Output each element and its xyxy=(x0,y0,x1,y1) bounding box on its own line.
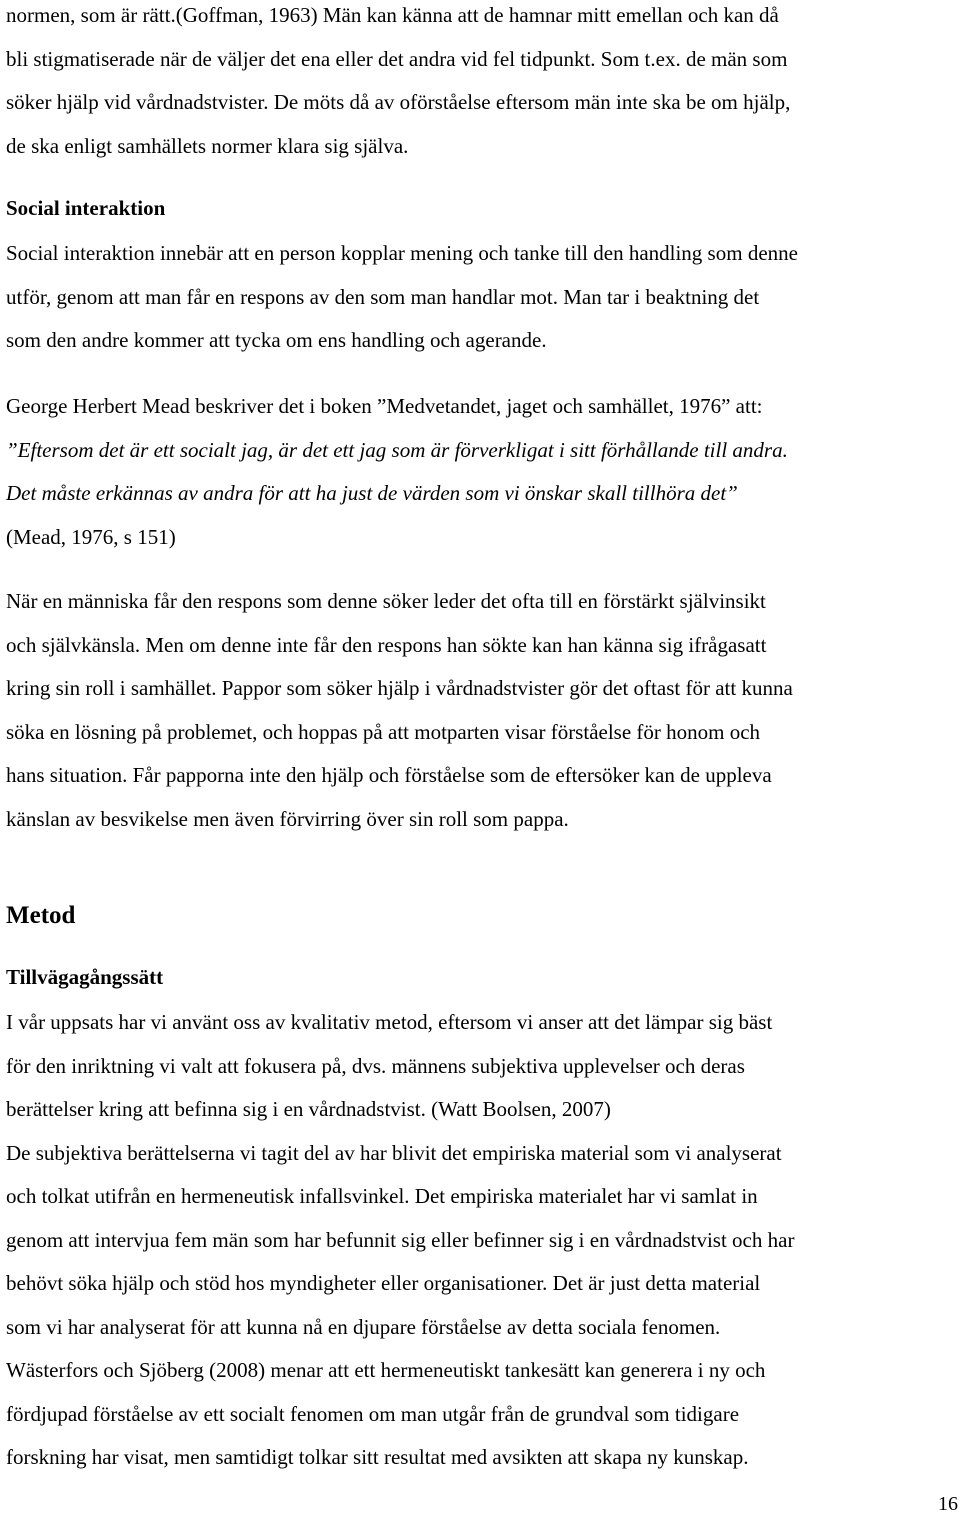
text-line: utför, genom att man får en respons av den som man handlar mot. Man tar i beaktning det xyxy=(6,284,760,309)
text-line: söka en lösning på problemet, och hoppas på att motparten visar förståelse för honom och xyxy=(6,719,761,744)
respons-paragraph xyxy=(6,580,956,841)
text-line: De subjektiva berättelserna vi tagit del av har blivit det empiriska material som vi analyserat xyxy=(6,1140,782,1165)
text-line: hans situation. Får papporna inte den hjälp och förståelse som de eftersöker kan de uppleva xyxy=(6,763,772,787)
tillvag-paragraph xyxy=(6,1001,956,1480)
text-line: genom att intervjua fem män som har befunnit sig eller befinner sig i en vårdnadstvist och har xyxy=(6,1227,795,1252)
text-line: som vi har analyserat för att kunna nå en djupare förståelse av detta sociala fenomen. xyxy=(6,1314,721,1339)
text-line: Social interaktion innebär att en person kopplar mening och tanke till den handling som denne xyxy=(6,241,798,265)
text-line: George Herbert Mead beskriver det i boken ”Medvetandet, jaget och samhället, 1976” att: xyxy=(6,394,763,418)
section-heading-social-interaktion: Social interaktion xyxy=(6,196,166,220)
text-line: berättelser kring att befinna sig i en vårdnadstvist. (Watt Boolsen, 2007) xyxy=(6,1097,611,1121)
section-heading-metod: Metod xyxy=(6,902,76,929)
text-line: som den andre kommer att tycka om ens handling och agerande. xyxy=(6,328,547,352)
text-line: När en människa får den respons som denne söker leder det ofta till en förstärkt självinsikt xyxy=(6,589,766,613)
text-line: fördjupad förståelse av ett socialt fenomen om man utgår från de grundval som tidigare xyxy=(6,1401,740,1426)
text-line: de ska enligt samhällets normer klara sig själva. xyxy=(6,133,409,158)
page-number: 16 xyxy=(938,1493,958,1515)
text-line: kring sin roll i samhället. Pappor som söker hjälp i vårdnadstvister gör det oftast för att kunna xyxy=(6,676,793,700)
quote-line: Det måste erkännas av andra för att ha just de värden som vi önskar skall tillhöra det” xyxy=(6,481,738,505)
text-line: för den inriktning vi valt att fokusera på, dvs. männens subjektiva upplevelser och deras xyxy=(6,1053,745,1078)
text-line: I vår uppsats har vi använt oss av kvalitativ metod, eftersom vi anser att det lämpar sig bäst xyxy=(6,1010,773,1034)
text-line: känslan av besvikelse men även förvirring över sin roll som pappa. xyxy=(6,806,569,831)
text-line: forskning har visat, men samtidigt tolkar sitt resultat med avsikten att skapa ny kunskap. xyxy=(6,1445,749,1469)
text-line: och tolkat utifrån en hermeneutisk infallsvinkel. Det empiriska materialet har vi samlat in xyxy=(6,1184,758,1208)
text-line: bli stigmatiserade när de väljer det ena eller det andra vid fel tidpunkt. Som t.ex. de män som xyxy=(6,46,788,71)
text-line: behövt söka hjälp och stöd hos myndigheter eller organisationer. Det är just detta material xyxy=(6,1271,761,1295)
section-heading-tillvagagangssatt: Tillvägagångssätt xyxy=(6,965,164,989)
mead-paragraph xyxy=(6,385,956,559)
text-line: normen, som är rätt.(Goffman, 1963) Män kan känna att de hamnar mitt emellan och kan då xyxy=(6,3,779,27)
quote-line: ”Eftersom det är ett socialt jag, är det ett jag som är förverkligat i sitt förhållande till andra. xyxy=(6,437,788,462)
intro-paragraph xyxy=(6,0,956,168)
text-line: Wästerfors och Sjöberg (2008) menar att ett hermeneutiskt tankesätt kan generera i ny och xyxy=(6,1358,766,1382)
citation: (Mead, 1976, s 151) xyxy=(6,524,176,549)
text-line: och självkänsla. Men om denne inte får den respons han sökte kan han känna sig ifrågasatt xyxy=(6,632,767,657)
social-paragraph xyxy=(6,232,956,363)
text-line: söker hjälp vid vårdnadstvister. De möts då av oförståelse eftersom män inte ska be om hjälp, xyxy=(6,90,791,114)
